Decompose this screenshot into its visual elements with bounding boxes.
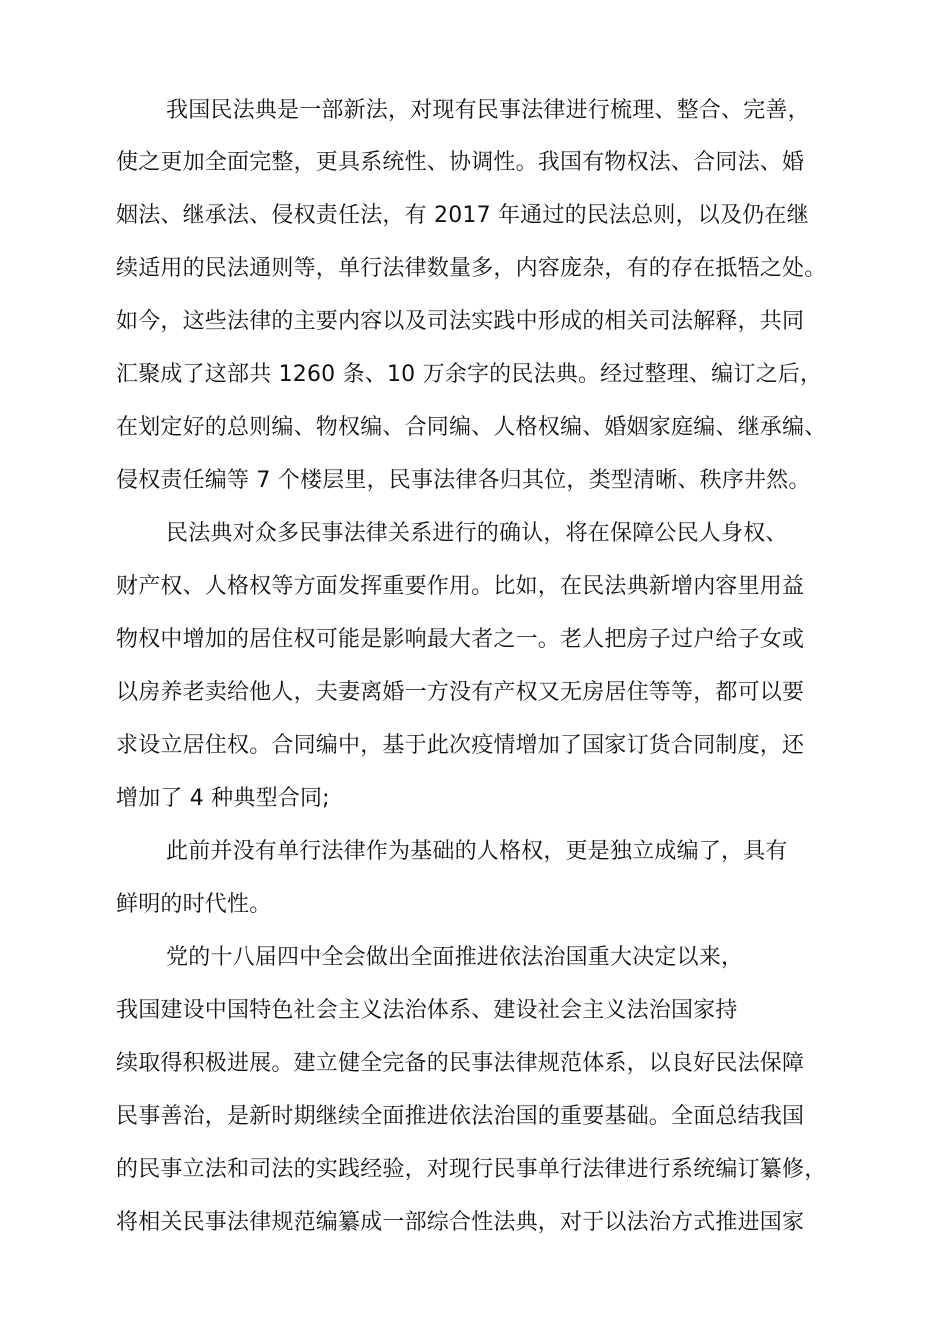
text-line: 此前并没有单行法律作为基础的人格权，更是独立成编了，具有 xyxy=(166,839,788,864)
text-line: 侵权责任编等 7 个楼层里，民事法律各归其位，类型清晰、秩序井然。 xyxy=(116,468,811,493)
text-line: 民事善治，是新时期继续全面推进依法治国的重要基础。全面总结我国 xyxy=(116,1104,805,1129)
text-line: 使之更加全面完整，更具系统性、协调性。我国有物权法、合同法、婚 xyxy=(116,150,805,175)
text-line: 续适用的民法通则等，单行法律数量多，内容庞杂，有的存在抵牾之处。 xyxy=(116,256,827,281)
text-line: 求设立居住权。合同编中，基于此次疫情增加了国家订货合同制度，还 xyxy=(116,733,805,758)
text-line: 鲜明的时代性。 xyxy=(116,892,272,917)
text-line: 增加了 4 种典型合同; xyxy=(116,786,330,811)
text-line: 以房养老卖给他人，夫妻离婚一方没有产权又无房居住等等，都可以要 xyxy=(116,680,805,705)
text-line: 如今，这些法律的主要内容以及司法实践中形成的相关司法解释，共同 xyxy=(116,309,805,334)
text-line: 将相关民事法律规范编纂成一部综合性法典，对于以法治方式推进国家 xyxy=(116,1210,805,1235)
text-line: 我国民法典是一部新法，对现有民事法律进行梳理、整合、完善， xyxy=(166,98,810,123)
text-line: 在划定好的总则编、物权编、合同编、人格权编、婚姻家庭编、继承编、 xyxy=(116,415,827,440)
text-line: 的民事立法和司法的实践经验，对现行民事单行法律进行系统编订纂修， xyxy=(116,1157,827,1182)
text-line: 我国建设中国特色社会主义法治体系、建设社会主义法治国家持 xyxy=(116,998,738,1023)
text-line: 续取得积极进展。建立健全完备的民事法律规范体系，以良好民法保障 xyxy=(116,1051,805,1076)
text-line: 民法典对众多民事法律关系进行的确认，将在保障公民人身权、 xyxy=(166,521,788,546)
text-line: 物权中增加的居住权可能是影响最大者之一。老人把房子过户给子女或 xyxy=(116,627,805,652)
text-line: 汇聚成了这部共 1260 条、10 万余字的民法典。经过整理、编订之后， xyxy=(116,362,823,387)
text-line: 财产权、人格权等方面发挥重要作用。比如，在民法典新增内容里用益 xyxy=(116,574,805,599)
text-line: 党的十八届四中全会做出全面推进依法治国重大决定以来， xyxy=(166,945,744,970)
text-line: 姻法、继承法、侵权责任法，有 2017 年通过的民法总则，以及仍在继 xyxy=(116,203,809,228)
